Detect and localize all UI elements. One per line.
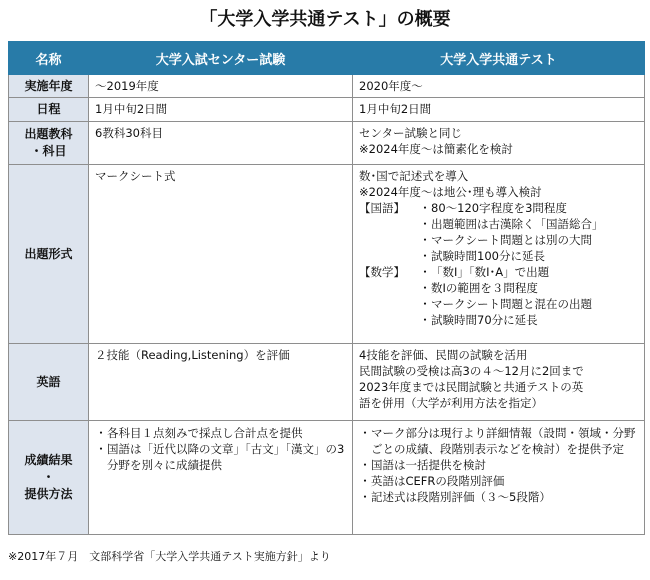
schedule-old-text: 1月中旬2日間 bbox=[95, 102, 168, 116]
row-format bbox=[9, 165, 645, 344]
bullet-dot: ・ bbox=[95, 442, 107, 456]
row-schedule bbox=[9, 98, 645, 122]
results-new-item2: 国語は一括提供を検討 bbox=[371, 458, 486, 472]
results-label-line2: ・ bbox=[42, 470, 55, 484]
cell-format-new bbox=[353, 165, 645, 344]
list-item bbox=[359, 489, 638, 505]
sugaku-line3 bbox=[359, 296, 638, 312]
subjects-label-line1: 出題教科 bbox=[24, 127, 73, 141]
cell-year-new bbox=[353, 75, 645, 98]
row-label-year: 実施年度 bbox=[9, 75, 89, 98]
list-item bbox=[359, 473, 638, 489]
kokugo-item: 出題範囲は古漢除く「国語総合」 bbox=[431, 217, 604, 231]
kokugo-line2 bbox=[359, 216, 638, 232]
kokugo-item: マークシート問題とは別の大問 bbox=[431, 233, 592, 247]
sugaku-line4 bbox=[359, 312, 638, 328]
results-new-item1: マーク部分は現行より詳細情報（設問・領域・分野ごとの成績、段階別表示などを検討）を提供予定 bbox=[371, 426, 636, 456]
kokugo-item: 80～120字程度を3問程度 bbox=[431, 201, 567, 215]
source-footnote: ※2017年７月 文部科学省「大学入学共通テスト実施方針」より bbox=[8, 550, 331, 563]
row-label-format: 出題形式 bbox=[9, 165, 89, 344]
results-new-item4: 記述式は段階別評価（３～5段階） bbox=[371, 490, 551, 504]
english-old-text: ２技能（Reading,Listening）を評価 bbox=[95, 348, 290, 362]
document-title: 「大学入学共通テスト」の概要 bbox=[199, 9, 451, 30]
bullet-dot: ・ bbox=[359, 490, 371, 504]
kokugo-line3 bbox=[359, 232, 638, 248]
list-item bbox=[95, 425, 346, 441]
header-name: 名称 bbox=[9, 42, 89, 75]
bullet-dot: ・ bbox=[419, 313, 431, 327]
sugaku-line2 bbox=[359, 280, 638, 296]
bullet-dot: ・ bbox=[359, 474, 371, 488]
english-new-line2: 民間試験の受検は高3の４～12月に2回まで bbox=[359, 364, 584, 378]
sugaku-item: 数Ⅰの範囲を３問程度 bbox=[431, 281, 538, 295]
bullet-dot: ・ bbox=[419, 249, 431, 263]
list-item bbox=[359, 425, 638, 457]
format-new-intro2: ※2024年度～は地公･理も導入検討 bbox=[359, 185, 542, 199]
english-new-line1: 4技能を評価、民間の試験を活用 bbox=[359, 348, 528, 362]
list-item bbox=[359, 457, 638, 473]
bullet-dot: ・ bbox=[419, 297, 431, 311]
row-results bbox=[9, 421, 645, 535]
cell-schedule-old bbox=[89, 98, 353, 122]
cell-results-old bbox=[89, 421, 353, 535]
cell-subjects-new bbox=[353, 122, 645, 165]
bullet-dot: ・ bbox=[419, 217, 431, 231]
row-label-subjects bbox=[9, 122, 89, 165]
results-new-item3: 英語はCEFRの段階別評価 bbox=[371, 474, 505, 488]
cell-english-old bbox=[89, 344, 353, 421]
format-old-text: マークシート式 bbox=[95, 169, 176, 183]
results-label-line1: 成績結果 bbox=[24, 453, 73, 467]
sugaku-item: マークシート問題と混在の出題 bbox=[431, 297, 592, 311]
results-old-item2: 国語は「近代以降の文章」「古文」「漢文」の3分野を別々に成績提供 bbox=[107, 442, 345, 472]
kokugo-line4 bbox=[359, 248, 638, 264]
list-item bbox=[95, 441, 346, 473]
year-new-text: 2020年度～ bbox=[359, 79, 423, 93]
bullet-dot: ・ bbox=[359, 458, 371, 472]
subjects-old-text: 6教科30科目 bbox=[95, 126, 163, 140]
kokugo-line1 bbox=[359, 200, 638, 216]
year-old-text: ～2019年度 bbox=[95, 79, 159, 93]
row-label-english: 英語 bbox=[9, 344, 89, 421]
kokugo-item: 試験時間100分に延長 bbox=[431, 249, 545, 263]
bullet-dot: ・ bbox=[419, 233, 431, 247]
bullet-dot: ・ bbox=[95, 426, 107, 440]
english-new-line4: 語を併用（大学が利用方法を指定） bbox=[359, 396, 543, 410]
table-header-row bbox=[9, 42, 645, 75]
row-label-schedule: 日程 bbox=[9, 98, 89, 122]
sugaku-line1 bbox=[359, 264, 638, 280]
row-english bbox=[9, 344, 645, 421]
header-common-test: 大学入学共通テスト bbox=[353, 42, 645, 75]
bullet-dot: ・ bbox=[359, 426, 371, 440]
cell-format-old bbox=[89, 165, 353, 344]
row-subjects bbox=[9, 122, 645, 165]
sugaku-tag: 【数学】 bbox=[359, 265, 405, 279]
results-old-item1: 各科目１点刻みで採点し合計点を提供 bbox=[107, 426, 303, 440]
sugaku-item: 試験時間70分に延長 bbox=[431, 313, 538, 327]
bullet-dot: ・ bbox=[419, 201, 431, 215]
sugaku-item: 「数Ⅰ」「数Ⅰ･A」で出題 bbox=[431, 265, 550, 279]
kokugo-tag: 【国語】 bbox=[359, 201, 405, 215]
row-year bbox=[9, 75, 645, 98]
header-center-exam: 大学入試センター試験 bbox=[89, 42, 353, 75]
cell-subjects-old bbox=[89, 122, 353, 165]
cell-english-new bbox=[353, 344, 645, 421]
bullet-dot: ・ bbox=[419, 281, 431, 295]
subjects-label-line2: ・科目 bbox=[30, 144, 67, 158]
cell-results-new bbox=[353, 421, 645, 535]
results-label-line3: 提供方法 bbox=[24, 487, 73, 501]
schedule-new-text: 1月中旬2日間 bbox=[359, 102, 432, 116]
cell-year-old bbox=[89, 75, 353, 98]
subjects-new-line1: センター試験と同じ bbox=[359, 126, 463, 140]
row-label-results bbox=[9, 421, 89, 535]
comparison-table bbox=[8, 41, 645, 535]
subjects-new-line2: ※2024年度～は簡素化を検討 bbox=[359, 142, 513, 156]
format-new-intro1: 数･国で記述式を導入 bbox=[359, 169, 469, 183]
english-new-line3: 2023年度までは民間試験と共通テストの英 bbox=[359, 380, 584, 394]
cell-schedule-new bbox=[353, 98, 645, 122]
bullet-dot: ・ bbox=[419, 265, 431, 279]
